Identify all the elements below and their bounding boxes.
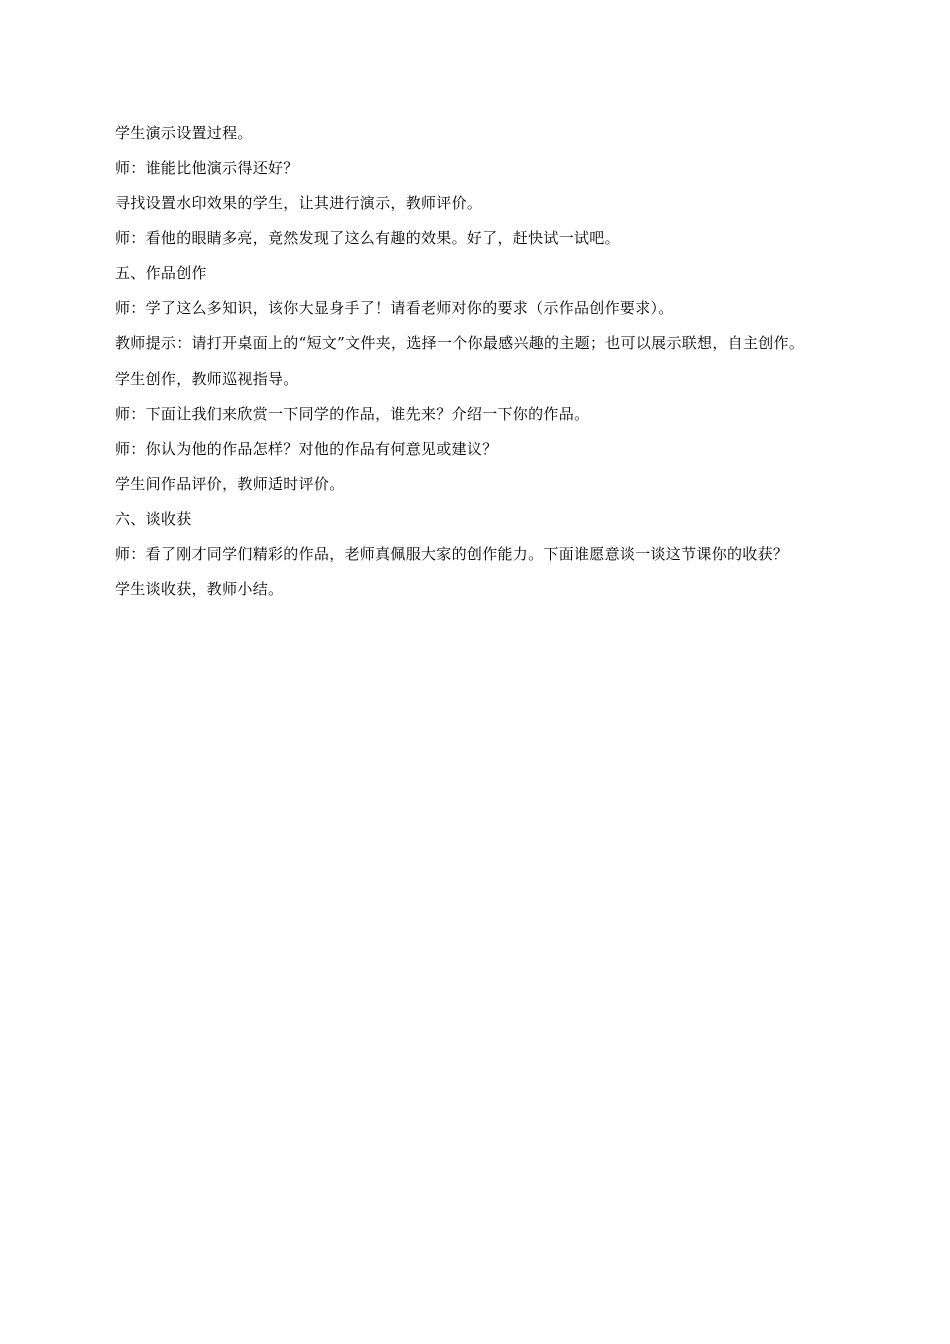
- paragraph-opinion-question: 师：你认为他的作品怎样？对他的作品有何意见或建议？: [115, 440, 498, 458]
- paragraph-summary: 学生谈收获，教师小结。: [115, 580, 284, 598]
- paragraph-appreciate-works: 师：下面让我们来欣赏一下同学的作品，谁先来？介绍一下你的作品。: [115, 405, 590, 423]
- paragraph-watermark-demo: 寻找设置水印效果的学生，让其进行演示，教师评价。: [115, 194, 483, 212]
- paragraph-teacher-praise: 师：看他的眼睛多亮，竟然发现了这么有趣的效果。好了，赶快试一试吧。: [115, 229, 620, 247]
- paragraph-teacher-hint: 教师提示：请打开桌面上的“短文”文件夹，选择一个你最感兴趣的主题；也可以展示联想，自主创作。: [115, 334, 805, 352]
- section-heading-harvest: 六、谈收获: [115, 510, 192, 528]
- paragraph-peer-evaluation: 学生间作品评价，教师适时评价。: [115, 475, 345, 493]
- paragraph-teacher-question: 师：谁能比他演示得还好？: [115, 159, 299, 177]
- paragraph-student-demo: 学生演示设置过程。: [115, 124, 253, 142]
- section-heading-creation: 五、作品创作: [115, 264, 207, 282]
- document-body: [115, 122, 845, 613]
- paragraph-student-creation: 学生创作，教师巡视指导。: [115, 370, 299, 388]
- paragraph-teacher-admire: 师：看了刚才同学们精彩的作品，老师真佩服大家的创作能力。下面谁愿意谈一谈这节课你的收获？: [115, 545, 789, 563]
- paragraph-teacher-requirements: 师：学了这么多知识，该你大显身手了！请看老师对你的要求（示作品创作要求）。: [115, 299, 674, 317]
